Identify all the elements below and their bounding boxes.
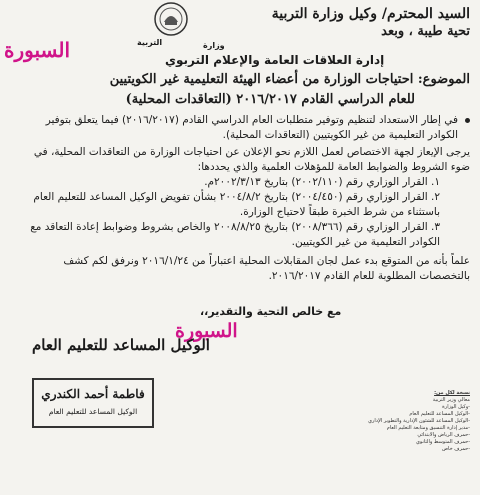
list-item: معالي وزير التربية xyxy=(432,397,470,403)
list-item: -الوكيل المساعد للشئون الإدارية والتطوير الإداري xyxy=(368,418,470,424)
stamp-name: فاطمة أحمد الكندري xyxy=(41,387,145,401)
cc-heading: نسخة لكل من: xyxy=(434,390,470,396)
decision-list xyxy=(20,175,470,250)
subject-line-2: للعام الدراسي القادم ٢٠١٦/٢٠١٧ (التعاقدات المحلية) xyxy=(125,92,415,107)
subject-block xyxy=(0,70,470,110)
official-stamp xyxy=(32,378,154,428)
list-item: -الوكيل المساعد للتعليم العام xyxy=(409,411,470,417)
closing-greeting: مع خالص التحية والتقدير،، xyxy=(200,305,342,318)
signatory-title: الوكيل المساعد للتعليم العام xyxy=(32,336,210,354)
department-name: إدارة العلاقات العامة والإعلام التربوي xyxy=(165,53,385,67)
watermark-logo: السبورة xyxy=(4,38,70,62)
list-item: ٣. القرار الوزاري رقم (٢٠٠٨/٣٦٦) بتاريخ ٢٠٠٨/٨/٢٥ والخاص بشروط وضوابط إعادة التعاقد مع الكوادر التعليمية من غير الكويتيين. xyxy=(30,221,440,248)
letter-header xyxy=(272,6,470,39)
ministry-label-2: التربية xyxy=(137,38,163,47)
bullet-icon xyxy=(465,118,470,123)
ministry-label: وزارة xyxy=(203,41,225,50)
salutation: السيد المحترم/ وكيل وزارة التربية xyxy=(271,6,470,22)
paragraph-2: يرجى الإيعاز لجهة الاختصاص لعمل اللازم نحو الإعلان عن احتياجات الوزارة من التعاقدات المحلية، في ضوء الشروط والضوابط العامة للمؤهلات العلمية والذي يحددها: xyxy=(33,146,470,173)
subject-line-1: الموضوع: احتياجات الوزارة من أعضاء الهيئة التعليمية غير الكويتيين xyxy=(109,72,470,87)
stamp-role: الوكيل المساعد للتعليم العام xyxy=(48,407,138,416)
cc-list xyxy=(360,390,470,453)
list-item: ٢. القرار الوزاري رقم (٢٠٠٤/٤٥٠) بتاريخ ٢٠٠٤/٨/٢ بشأن تفويض الوكيل المساعد للتعليم العام باستثناء من شرط الخبرة طبقاً لاحتياج الوزارة. xyxy=(33,191,440,218)
list-item: -حمرف المتوسط والثانوي xyxy=(416,439,470,445)
list-item: -مدير إدارة التنسيق ومتابعة التعليم العام xyxy=(386,425,470,431)
ministry-emblem-icon xyxy=(152,0,190,38)
list-item: -حمرف خاص xyxy=(442,446,470,452)
paragraph-3: علماً بأنه من المتوقع بدء عمل لجان المقابلات المحلية اعتباراً من ٢٠١٦/١/٢٤ ونرفق لكم كشف بالتخصصات المطلوبة للعام القادم ٢٠١٦/٢٠١٧. xyxy=(63,255,470,282)
letter-body xyxy=(20,113,470,284)
greeting-line: تحية طيبة ، وبعد xyxy=(381,24,470,39)
list-item: ١. القرار الوزاري رقم (٢٠٠٢/١١٠) بتاريخ ٢٠٠٢/٣/١٣م. xyxy=(204,176,440,188)
list-item: -حمرف الرياض والابتدائي xyxy=(417,432,470,438)
list-item: -وكيل الوزارة xyxy=(442,404,470,410)
watermark-logo: السبورة xyxy=(175,320,238,342)
paragraph-1: في إطار الاستعداد لتنظيم وتوفير متطلبات العام الدراسي القادم (٢٠١٦/٢٠١٧) فيما يتعلق بتوفير الكوادر التعليمية من غير الكويتيين (التعاقدات المحلية). xyxy=(45,114,458,141)
